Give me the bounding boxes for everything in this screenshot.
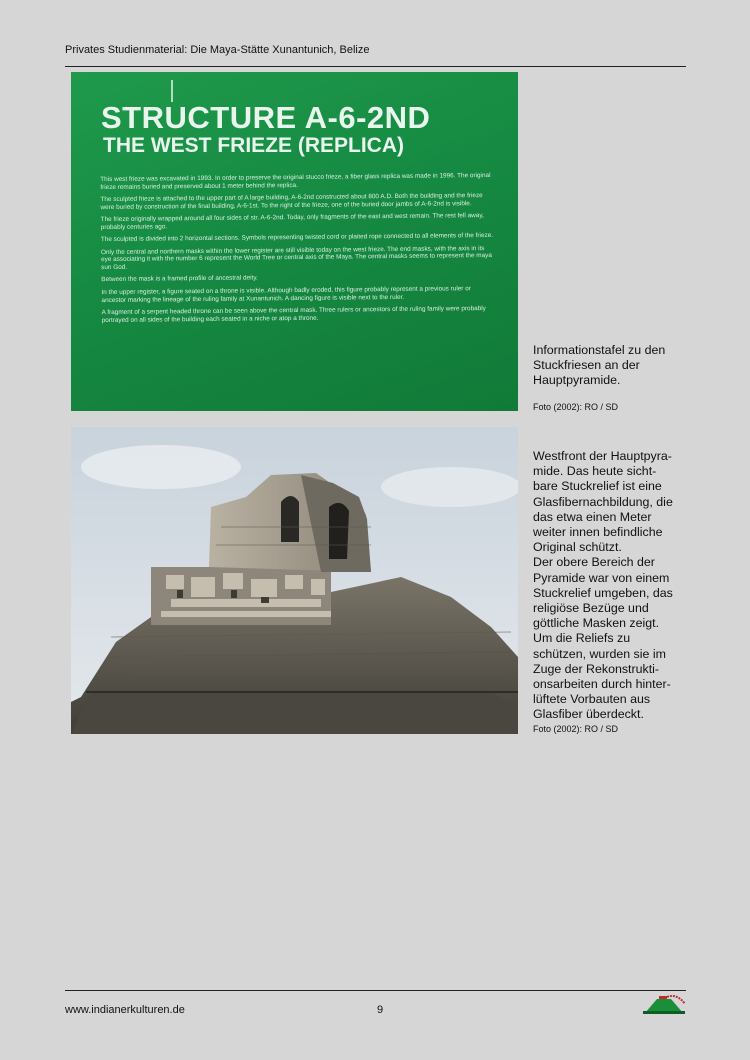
sign-paragraph: The sculpted frieze is attached to the upper part of A large building, A-6-2nd constructed about 800 A.D. Both the building and the frieze were buried by construction of the final building, A-6-1st. To the right of the frieze, one of the buried door jambs of A-6-2nd is visible. [100,192,483,211]
caption-line: Original schützt. [533,540,622,555]
caption-line: Um die Reliefs zu [533,631,631,646]
caption-info-sign: Informationstafel zu den Stuckfriesen an der Hauptpyramide. [533,343,666,388]
caption-line: schützen, wurden sie im [533,646,666,661]
sign-paragraph: In the upper register, a figure seated on a throne is visible. Although badly eroded, this figure probably represent a previous ruler or ancestor marking the lineage of the ruling family at Xunantunich. A dancing figure is visible next to the ruler. [101,284,471,304]
sign-paragraph: Between the mask is a framed profile of ancestral deity. [101,274,258,284]
caption-line: Stuckrelief umgeben, das [533,585,673,600]
caption-line: onsarbeiten durch hinter- [533,677,671,692]
caption-line: Pyramide war von einem [533,570,670,585]
caption-pyramid [533,449,683,723]
sign-subtitle: THE WEST FRIEZE (REPLICA) [103,134,404,157]
photo-pyramid [71,427,518,734]
arrow-icon [171,80,173,102]
page-header-title: Privates Studienmaterial: Die Maya-Stätte Xunantunich, Belize [65,44,370,56]
page-number: 9 [377,1004,384,1016]
caption-line: Glasfiber überdeckt. [533,707,644,722]
footer-rule [65,990,686,991]
caption-line: das etwa einen Meter [533,509,652,524]
sign-title: STRUCTURE A-6-2ND [101,100,431,135]
sign-paragraph: The frieze originally wrapped around all four sides of str. A-6-2nd. Today, only fragments of the east and west remain. The rest fell away, probably centuries ago. [100,212,484,232]
caption-line: religiöse Bezüge und [533,601,649,616]
photo-credit: Foto (2002): RO / SD [533,724,619,734]
indianerkulturen-logo-icon [643,994,689,1021]
sign-paragraph: A fragment of a serpent headed throne can be seen above the central mask. Three rulers or ancestors of the ruling family were probably portrayed on all sides of the building each seated in a niche or atop a throne. [101,304,486,324]
caption-line: Glasfibernachbildung, die [533,494,673,509]
caption-line: Der obere Bereich der [533,555,655,570]
header-rule [65,66,686,67]
sign-paragraph: The sculpted is divided into 2 horizontal sections. Symbols representing twisted cord or plaited rope connected to all elements of the frieze. [100,232,494,244]
sign-paragraph: Only the central and northern masks within the lower register are still visible today on the west frieze. The end masks, with the axis in its eye associating it with the number 6 represent the World Tree or central axis of the Maya. The central masks seems to represent the maya sun God. [100,244,492,272]
caption-line: Westfront der Hauptpyra- [533,449,672,463]
caption-line: göttliche Masken zeigt. [533,616,660,631]
sign-paragraph: This west frieze was excavated in 1993. In order to preserve the original stucco frieze, a fiber glass replica was made in 1996. The original frieze remains buried and preserved about 1 meter behind the replica. [100,171,491,191]
sign-body [100,172,497,329]
caption-line: mide. Das heute sicht- [533,464,657,479]
caption-line: lüftete Vorbauten aus [533,692,651,707]
photo-credit: Foto (2002): RO / SD [533,402,619,412]
caption-line: Zuge der Rekonstrukti- [533,661,660,676]
caption-line: weiter innen befindliche [533,525,663,540]
caption-line: bare Stuckrelief ist eine [533,479,662,494]
footer-website-link[interactable]: www.indianerkulturen.de [65,1004,185,1016]
photo-info-sign [71,72,518,411]
